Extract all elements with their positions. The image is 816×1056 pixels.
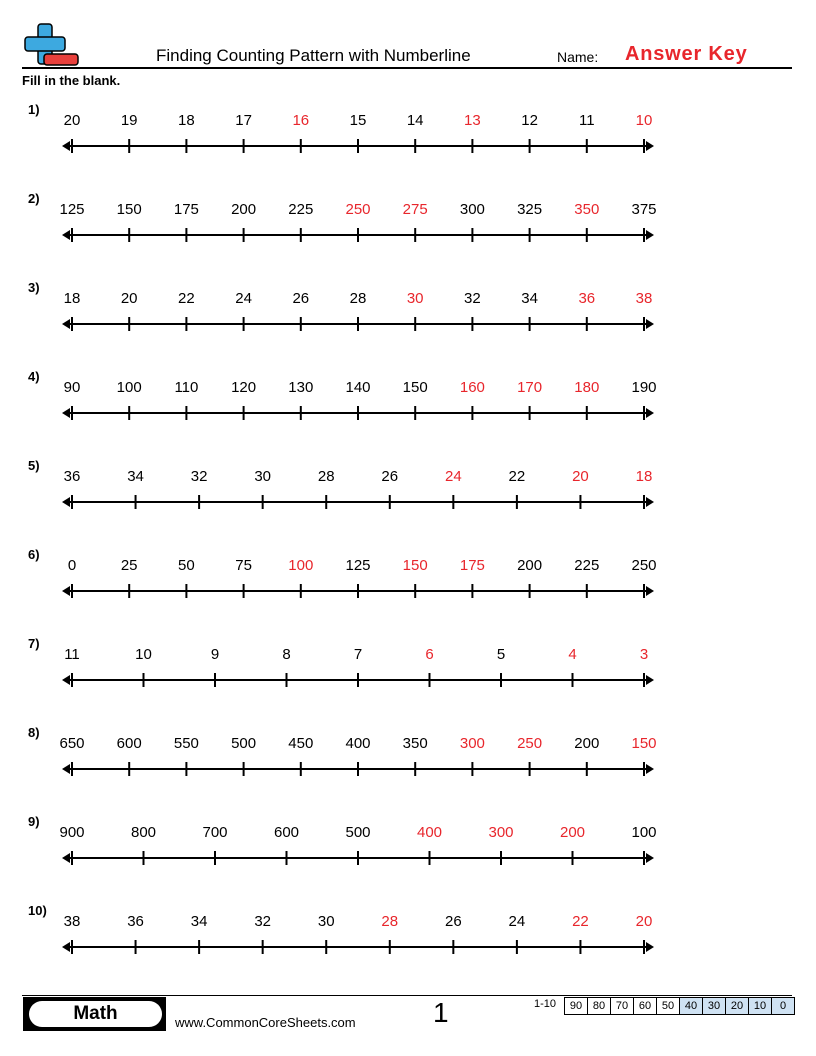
answer-label: 400 — [416, 824, 443, 841]
number-label: 350 — [402, 735, 428, 752]
number-label: 325 — [517, 201, 543, 218]
answer-label: 160 — [459, 379, 485, 396]
arrow-right-icon — [646, 586, 654, 596]
answer-label: 150 — [402, 557, 428, 574]
arrow-right-icon — [646, 319, 654, 329]
answer-label: 38 — [635, 290, 653, 307]
number-label: 28 — [317, 468, 335, 485]
number-label: 7 — [353, 646, 363, 663]
answer-label: 6 — [425, 646, 434, 663]
problem-7 — [0, 636, 816, 716]
number-label: 22 — [508, 468, 526, 485]
problem-4 — [0, 369, 816, 449]
number-label: 9 — [210, 646, 220, 663]
number-label: 700 — [202, 824, 228, 841]
number-label: 800 — [130, 824, 157, 841]
number-label: 14 — [406, 112, 424, 129]
problem-number: 3) — [28, 280, 40, 295]
number-label: 550 — [173, 735, 199, 752]
page-number: 1 — [433, 997, 449, 1028]
answer-label: 275 — [402, 201, 428, 218]
number-label: 18 — [63, 290, 81, 307]
score-cell: 60 — [633, 998, 656, 1014]
answer-label: 3 — [639, 646, 649, 663]
number-label: 34 — [190, 913, 208, 930]
arrow-right-icon — [646, 942, 654, 952]
number-label: 200 — [231, 201, 257, 218]
number-label: 5 — [496, 646, 506, 663]
arrow-left-icon — [62, 675, 70, 685]
problem-1 — [0, 102, 816, 182]
problem-10 — [0, 903, 816, 983]
number-label: 150 — [402, 379, 428, 396]
answer-label: 100 — [288, 557, 314, 574]
answer-label: 350 — [574, 201, 600, 218]
arrow-left-icon — [62, 497, 70, 507]
arrow-left-icon — [62, 319, 70, 329]
number-label: 125 — [59, 201, 85, 218]
number-label: 50 — [178, 557, 195, 574]
number-label: 30 — [317, 913, 335, 930]
number-label: 400 — [345, 735, 371, 752]
problem-number: 10) — [28, 903, 47, 918]
arrow-right-icon — [646, 764, 654, 774]
number-label: 90 — [63, 379, 81, 396]
footer-divider — [22, 995, 792, 996]
number-label: 120 — [231, 379, 257, 396]
number-line — [0, 636, 816, 716]
answer-label: 150 — [631, 735, 657, 752]
answer-label: 175 — [459, 557, 485, 574]
header-divider — [22, 67, 792, 69]
number-label: 11 — [579, 112, 595, 129]
number-line — [0, 102, 816, 182]
score-cell: 0 — [771, 998, 794, 1014]
problem-6 — [0, 547, 816, 627]
number-label: 15 — [349, 112, 367, 129]
number-label: 38 — [63, 913, 81, 930]
number-label: 650 — [59, 735, 85, 752]
answer-label: 180 — [574, 379, 600, 396]
score-range-label: 1-10 — [534, 998, 557, 1010]
number-label: 150 — [116, 201, 142, 218]
number-line — [0, 814, 816, 894]
number-label: 36 — [127, 913, 144, 930]
arrow-left-icon — [62, 408, 70, 418]
problem-number: 2) — [28, 191, 40, 206]
number-label: 17 — [235, 112, 252, 129]
number-label: 100 — [631, 824, 657, 841]
number-label: 30 — [254, 468, 272, 485]
problem-5 — [0, 458, 816, 538]
problem-number: 1) — [28, 102, 40, 117]
arrow-left-icon — [62, 942, 70, 952]
number-label: 24 — [508, 913, 526, 930]
number-label: 34 — [127, 468, 144, 485]
number-label: 11 — [64, 646, 80, 663]
number-line — [0, 280, 816, 360]
name-label: Name: — [557, 49, 599, 65]
number-label: 300 — [459, 201, 485, 218]
problem-number: 5) — [28, 458, 40, 473]
number-label: 25 — [120, 557, 138, 574]
problem-number: 4) — [28, 369, 40, 384]
number-label: 125 — [345, 557, 371, 574]
score-cell: 10 — [748, 998, 771, 1014]
problem-9 — [0, 814, 816, 894]
answer-label: 170 — [517, 379, 543, 396]
problem-number: 9) — [28, 814, 40, 829]
answer-label: 30 — [406, 290, 424, 307]
problem-2 — [0, 191, 816, 271]
score-cell: 30 — [702, 998, 725, 1014]
number-label: 375 — [631, 201, 657, 218]
answer-label: 250 — [517, 735, 543, 752]
problem-8 — [0, 725, 816, 805]
number-label: 20 — [120, 290, 138, 307]
number-label: 200 — [574, 735, 600, 752]
number-label: 450 — [288, 735, 314, 752]
number-label: 36 — [63, 468, 81, 485]
number-line — [0, 547, 816, 627]
number-label: 110 — [174, 379, 199, 396]
score-cell: 50 — [656, 998, 679, 1014]
arrow-right-icon — [646, 853, 654, 863]
number-label: 19 — [120, 112, 138, 129]
number-label: 225 — [574, 557, 600, 574]
number-label: 200 — [517, 557, 543, 574]
score-cell: 40 — [679, 998, 702, 1014]
number-label: 26 — [444, 913, 462, 930]
arrow-right-icon — [646, 675, 654, 685]
score-cell: 20 — [725, 998, 748, 1014]
score-cell: 80 — [587, 998, 610, 1014]
arrow-right-icon — [646, 141, 654, 151]
number-label: 100 — [116, 379, 142, 396]
answer-label: 24 — [444, 468, 462, 485]
arrow-right-icon — [646, 230, 654, 240]
number-label: 130 — [288, 379, 314, 396]
answer-label: 13 — [464, 112, 481, 129]
number-label: 500 — [231, 735, 257, 752]
score-cell: 70 — [610, 998, 633, 1014]
answer-label: 22 — [572, 913, 589, 930]
answer-label: 16 — [292, 112, 310, 129]
arrow-left-icon — [62, 764, 70, 774]
arrow-left-icon — [62, 141, 70, 151]
number-label: 32 — [190, 468, 208, 485]
problem-number: 6) — [28, 547, 40, 562]
number-label: 190 — [631, 379, 657, 396]
number-label: 26 — [292, 290, 310, 307]
number-label: 10 — [135, 646, 152, 663]
answer-label: 20 — [635, 913, 653, 930]
number-label: 8 — [282, 646, 291, 663]
problem-3 — [0, 280, 816, 360]
answer-label: 18 — [635, 468, 653, 485]
arrow-left-icon — [62, 853, 70, 863]
answer-key-label: Answer Key — [625, 43, 748, 65]
number-line — [0, 191, 816, 271]
arrow-left-icon — [62, 586, 70, 596]
arrow-right-icon — [646, 408, 654, 418]
answer-label: 36 — [578, 290, 596, 307]
answer-label: 20 — [572, 468, 589, 485]
plus-minus-logo-icon — [22, 22, 80, 68]
number-line — [0, 369, 816, 449]
number-label: 600 — [116, 735, 142, 752]
number-label: 500 — [345, 824, 371, 841]
number-label: 26 — [381, 468, 399, 485]
arrow-right-icon — [646, 497, 654, 507]
number-label: 20 — [63, 112, 81, 129]
number-label: 140 — [345, 379, 371, 396]
answer-label: 10 — [635, 112, 653, 129]
answer-label: 250 — [345, 201, 371, 218]
number-label: 18 — [178, 112, 195, 129]
score-cell: 90 — [569, 1000, 583, 1012]
number-label: 75 — [235, 557, 252, 574]
number-label: 12 — [521, 112, 538, 129]
number-label: 900 — [59, 824, 85, 841]
instructions: Fill in the blank. — [22, 73, 121, 88]
answer-label: 300 — [459, 735, 485, 752]
number-label: 250 — [631, 557, 657, 574]
subject-label: Math — [29, 1001, 162, 1027]
answer-label: 300 — [488, 824, 514, 841]
number-label: 175 — [173, 201, 199, 218]
number-label: 32 — [254, 913, 272, 930]
site-url: www.CommonCoreSheets.com — [175, 1015, 356, 1030]
number-label: 600 — [273, 824, 300, 841]
score-table — [564, 997, 795, 1015]
number-label: 28 — [349, 290, 367, 307]
problem-number: 8) — [28, 725, 40, 740]
problem-number: 7) — [28, 636, 40, 651]
answer-label: 4 — [568, 646, 577, 663]
number-label: 24 — [235, 290, 252, 307]
number-line — [0, 725, 816, 805]
arrow-left-icon — [62, 230, 70, 240]
answer-label: 200 — [559, 824, 586, 841]
number-label: 0 — [67, 557, 77, 574]
number-line — [0, 903, 816, 983]
number-label: 32 — [464, 290, 481, 307]
number-label: 34 — [521, 290, 538, 307]
page-title: Finding Counting Pattern with Numberline — [156, 46, 471, 65]
answer-label: 28 — [381, 913, 399, 930]
number-label: 22 — [178, 290, 195, 307]
number-line — [0, 458, 816, 538]
number-label: 225 — [288, 201, 314, 218]
